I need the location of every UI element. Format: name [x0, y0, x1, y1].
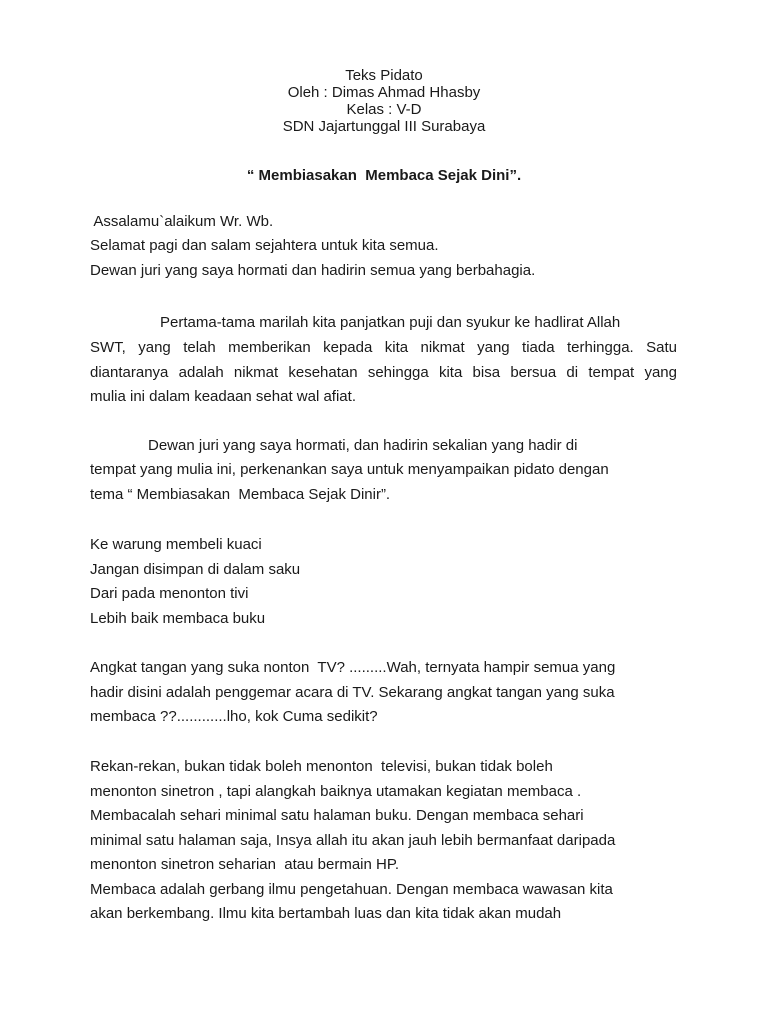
greeting-line: Assalamu`alaikum Wr. Wb.	[90, 213, 274, 230]
pantun-line: Jangan disimpan di dalam saku	[90, 561, 301, 578]
school-line: SDN Jajartunggal III Surabaya	[282, 118, 486, 135]
paragraph-line: Dewan juri yang saya hormati, dan hadirin sekalian yang hadir di	[148, 437, 578, 454]
speech-title: “ Membiasakan Membaca Sejak Dini”.	[246, 167, 522, 184]
paragraph-line: mulia ini dalam keadaan sehat wal afiat.	[90, 388, 356, 405]
pantun-line: Ke warung membeli kuaci	[90, 536, 262, 553]
paragraph-line: menonton sinetron , tapi alangkah baiknya utamakan kegiatan membaca .	[90, 783, 582, 800]
author-line: Oleh : Dimas Ahmad Hhasby	[287, 84, 481, 101]
paragraph-line: Membaca adalah gerbang ilmu pengetahuan. Dengan membaca wawasan kita	[90, 881, 613, 898]
paragraph-line: diantaranya adalah nikmat kesehatan sehingga kita bisa bersua di tempat yang	[90, 364, 677, 381]
pantun-line: Dari pada menonton tivi	[90, 585, 249, 602]
paragraph-line: tempat yang mulia ini, perkenankan saya untuk menyampaikan pidato dengan	[90, 461, 609, 478]
paragraph-line: tema “ Membiasakan Membaca Sejak Dinir”.	[90, 486, 391, 503]
paragraph-line: akan berkembang. Ilmu kita bertambah luas dan kita tidak akan mudah	[90, 905, 562, 922]
paragraph-line: hadir disini adalah penggemar acara di TV. Sekarang angkat tangan yang suka	[90, 684, 615, 701]
greeting-line: Dewan juri yang saya hormati dan hadirin semua yang berbahagia.	[90, 262, 536, 279]
paragraph-line: minimal satu halaman saja, Insya allah itu akan jauh lebih bermanfaat daripada	[90, 832, 616, 849]
greeting-line: Selamat pagi dan salam sejahtera untuk kita semua.	[90, 237, 439, 254]
paragraph-line: Pertama-tama marilah kita panjatkan puji dan syukur ke hadlirat Allah	[160, 314, 621, 331]
paragraph-line: Angkat tangan yang suka nonton TV? .........Wah, ternyata hampir semua yang	[90, 659, 616, 676]
paragraph-line: membaca ??............lho, kok Cuma sedikit?	[90, 708, 378, 725]
paragraph-line: menonton sinetron seharian atau bermain HP.	[90, 856, 400, 873]
doc-title: Teks Pidato	[345, 67, 423, 84]
class-line: Kelas : V-D	[346, 101, 422, 118]
paragraph-line: Membacalah sehari minimal satu halaman buku. Dengan membaca sehari	[90, 807, 584, 824]
pantun-line: Lebih baik membaca buku	[90, 610, 266, 627]
paragraph-line: SWT, yang telah memberikan kepada kita nikmat yang tiada terhingga. Satu	[90, 339, 677, 356]
paragraph-line: Rekan-rekan, bukan tidak boleh menonton televisi, bukan tidak boleh	[90, 758, 553, 775]
